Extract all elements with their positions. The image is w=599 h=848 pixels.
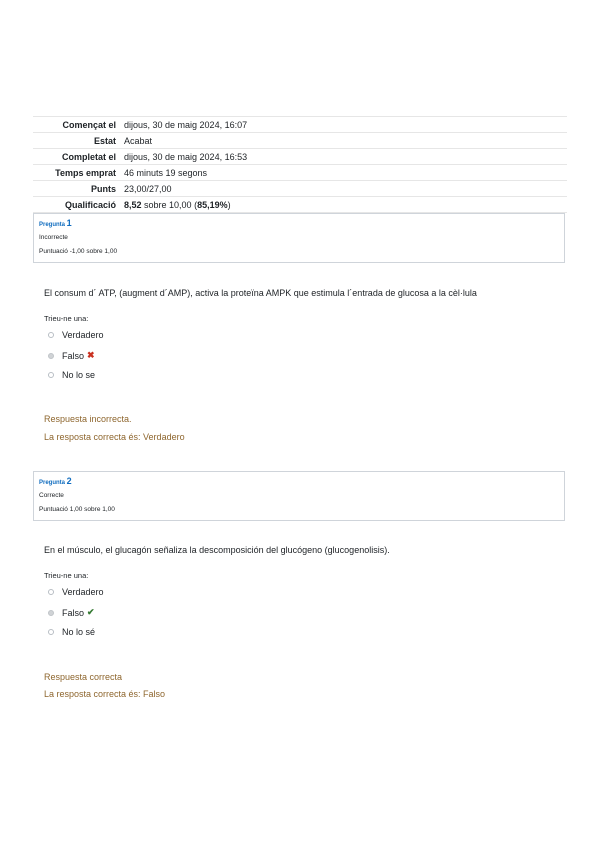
check-icon: ✔ <box>87 607 95 617</box>
question-text: El consum d´ ATP, (augment d´AMP), activa la proteïna AMPK que estimula l´entrada de glucosa a la cèl·lula <box>44 288 477 298</box>
question-number-value: 1 <box>66 218 72 228</box>
question-grade: Puntuació 1,00 sobre 1,00 <box>39 506 115 513</box>
question-state: Correcte <box>39 492 64 499</box>
summary-label: Qualificació <box>33 197 124 213</box>
question-number-prefix: Pregunta <box>39 480 67 486</box>
summary-value: Acabat <box>124 133 567 149</box>
question-state: Incorrecte <box>39 234 68 241</box>
summary-label: Començat el <box>33 117 124 133</box>
question-number <box>39 476 559 488</box>
summary-value: dijous, 30 de maig 2024, 16:53 <box>124 149 567 165</box>
answer-option[interactable] <box>48 627 95 637</box>
question-number-value: 2 <box>66 476 72 486</box>
summary-row <box>33 117 567 133</box>
answer-option-label: No lo sé <box>62 627 96 637</box>
attempt-summary-table <box>33 116 567 213</box>
grade-score: 8,52 <box>124 199 142 210</box>
question-grade: Puntuació -1,00 sobre 1,00 <box>39 248 118 255</box>
answer-option-label: No lo se <box>62 370 96 380</box>
question-info-box <box>33 213 565 263</box>
answer-prompt: Trieu-ne una: <box>44 571 89 580</box>
radio-button[interactable] <box>48 610 54 616</box>
grade-percent: 85,19% <box>197 199 228 210</box>
answer-prompt: Trieu-ne una: <box>44 314 89 323</box>
summary-label: Temps emprat <box>33 165 124 181</box>
radio-button[interactable] <box>48 372 54 378</box>
radio-button[interactable] <box>48 629 54 635</box>
summary-label: Punts <box>33 181 124 197</box>
question-number <box>39 218 559 230</box>
summary-value: 46 minuts 19 segons <box>124 165 567 181</box>
feedback-text: Respuesta incorrecta. <box>44 414 132 424</box>
radio-button[interactable] <box>48 353 54 359</box>
answer-option[interactable] <box>48 330 104 340</box>
answer-option-label: Verdadero <box>62 330 104 340</box>
question-info-box <box>33 471 565 521</box>
grade-out-of: sobre 10,00 ( <box>141 199 198 210</box>
answer-option-label: Verdadero <box>62 587 104 597</box>
summary-value: dijous, 30 de maig 2024, 16:07 <box>124 117 567 133</box>
summary-row <box>33 149 567 165</box>
answer-option[interactable] <box>48 587 104 597</box>
radio-button[interactable] <box>48 332 54 338</box>
summary-value: 23,00/27,00 <box>124 181 567 197</box>
question-text: En el músculo, el glucagón señaliza la descomposición del glucógeno (glucogenolisis). <box>44 545 390 555</box>
summary-label: Completat el <box>33 149 124 165</box>
grade-close: ) <box>227 199 231 210</box>
summary-label: Estat <box>33 133 124 149</box>
answer-option[interactable] <box>48 370 95 380</box>
answer-option[interactable] <box>48 607 95 618</box>
answer-option-label: Falso <box>62 607 85 618</box>
answer-option-label: Falso <box>62 350 85 361</box>
question-number-prefix: Pregunta <box>39 222 67 228</box>
grade-value <box>124 197 567 213</box>
radio-button[interactable] <box>48 589 54 595</box>
right-answer-text: La resposta correcta és: Falso <box>44 689 166 699</box>
summary-row <box>33 165 567 181</box>
feedback-text: Respuesta correcta <box>44 672 123 682</box>
summary-row <box>33 181 567 197</box>
times-icon: ✖ <box>87 350 95 360</box>
summary-row <box>33 133 567 149</box>
answer-option[interactable] <box>48 350 95 361</box>
right-answer-text: La resposta correcta és: Verdadero <box>44 432 185 442</box>
summary-row <box>33 197 567 213</box>
